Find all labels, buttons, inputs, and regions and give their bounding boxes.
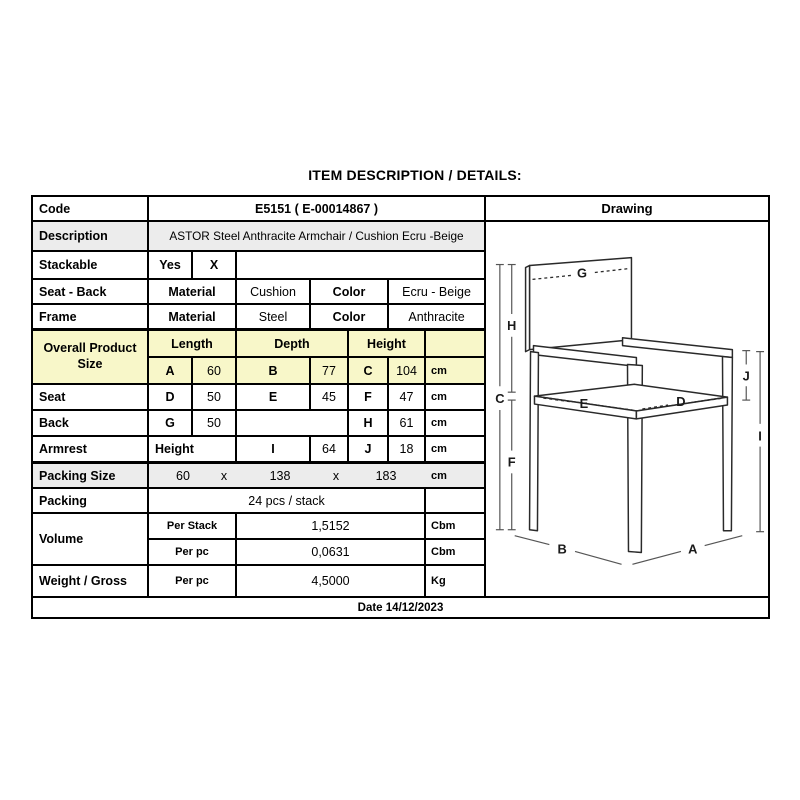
- seat-back-color-value: Ecru - Beige: [389, 280, 486, 305]
- weight-value: 4,5000: [237, 566, 426, 596]
- date-footer: Date 14/12/2023: [33, 596, 768, 617]
- seat-back-material-label: Material: [149, 280, 237, 305]
- frame-color-value: Anthracite: [389, 305, 486, 331]
- seat-f-value: 47: [389, 385, 426, 411]
- seat-e-value: 45: [311, 385, 349, 411]
- dim-label-f: F: [507, 454, 516, 470]
- frame-color-label: Color: [311, 305, 389, 331]
- dim-label-h: H: [507, 317, 517, 333]
- chair-front-right-leg: [722, 357, 732, 531]
- armrest-i-value: 64: [311, 437, 349, 464]
- chair-drawing: [486, 222, 768, 596]
- dim-label-g: G: [576, 265, 587, 281]
- back-h-key: H: [349, 411, 389, 437]
- weight-per-pc-label: Per pc: [149, 566, 237, 596]
- packing-size-value: [149, 464, 486, 489]
- seat-d-key: D: [149, 385, 193, 411]
- weight-unit: Kg: [426, 566, 486, 596]
- empty-cell: [237, 252, 486, 280]
- seat-back-label: Seat - Back: [33, 280, 149, 305]
- code-value: E5151 ( E-00014867 ): [149, 197, 486, 222]
- table-body: [33, 197, 768, 596]
- dim-label-c: C: [495, 391, 505, 407]
- frame-material-value: Steel: [237, 305, 311, 331]
- description-label: Description: [33, 222, 149, 252]
- frame-label: Frame: [33, 305, 149, 331]
- chair-left-armrest: [533, 346, 636, 367]
- packing-dim2: 138: [269, 468, 291, 483]
- volume-label: Volume: [33, 514, 149, 566]
- back-g-key: G: [149, 411, 193, 437]
- seat-f-key: F: [349, 385, 389, 411]
- seat-back-color-label: Color: [311, 280, 389, 305]
- drawing-header: Drawing: [486, 197, 768, 222]
- dim-line-a-right: [705, 536, 743, 546]
- armrest-unit: cm: [426, 437, 486, 464]
- dim-label-b: B: [557, 541, 567, 557]
- drawing-panel: [486, 197, 768, 596]
- chair-back-panel-edge: [526, 266, 530, 352]
- packing-size-label: Packing Size: [33, 464, 149, 489]
- packing-x2: x: [332, 468, 340, 483]
- dim-label-j: J: [742, 368, 750, 384]
- overall-a-key: A: [149, 358, 193, 385]
- overall-b-value: 77: [311, 358, 349, 385]
- size-header-depth: Depth: [237, 331, 349, 358]
- overall-c-key: C: [349, 358, 389, 385]
- packing-x1: x: [220, 468, 228, 483]
- armrest-row-label: Armrest: [33, 437, 149, 464]
- back-g-value: 50: [193, 411, 237, 437]
- drawing-area: [486, 222, 768, 596]
- stackable-yes-cell: Yes: [149, 252, 193, 280]
- armrest-j-value: 18: [389, 437, 426, 464]
- armrest-i-key: I: [237, 437, 311, 464]
- code-label: Code: [33, 197, 149, 222]
- dim-line-b-right: [575, 551, 622, 564]
- description-value: ASTOR Steel Anthracite Armchair / Cushion Ecru -Beige: [149, 222, 486, 252]
- overall-b-key: B: [237, 358, 311, 385]
- seat-unit: cm: [426, 385, 486, 411]
- stackable-label: Stackable: [33, 252, 149, 280]
- packing-unit: cm: [431, 469, 447, 482]
- volume-per-pc-value: 0,0631: [237, 540, 426, 566]
- dim-label-a: A: [688, 541, 698, 557]
- packing-dim3: 183: [375, 468, 397, 483]
- armrest-height-label: Height: [149, 437, 237, 464]
- dim-line-b-left: [515, 536, 550, 545]
- seat-back-material-value: Cushion: [237, 280, 311, 305]
- overall-unit: cm: [426, 358, 486, 385]
- chair-back-left-leg: [530, 352, 539, 531]
- seat-d-value: 50: [193, 385, 237, 411]
- details-panel: [33, 197, 486, 596]
- volume-per-stack-unit: Cbm: [426, 514, 486, 540]
- frame-material-label: Material: [149, 305, 237, 331]
- seat-row-label: Seat: [33, 385, 149, 411]
- spec-table: [31, 195, 770, 619]
- dim-label-e: E: [579, 396, 589, 412]
- empty-cell: [426, 489, 486, 514]
- volume-per-stack-label: Per Stack: [149, 514, 237, 540]
- packing-dim1: 60: [176, 468, 190, 483]
- stackable-mark-cell: X: [193, 252, 237, 280]
- volume-per-pc-unit: Cbm: [426, 540, 486, 566]
- seat-e-key: E: [237, 385, 311, 411]
- dim-label-d: D: [676, 394, 686, 410]
- armrest-j-key: J: [349, 437, 389, 464]
- packing-label: Packing: [33, 489, 149, 514]
- dim-line-a-left: [632, 551, 680, 564]
- back-row-label: Back: [33, 411, 149, 437]
- back-h-value: 61: [389, 411, 426, 437]
- empty-cell: [237, 411, 349, 437]
- volume-per-stack-value: 1,5152: [237, 514, 426, 540]
- dim-label-i: I: [758, 428, 762, 444]
- overall-a-value: 60: [193, 358, 237, 385]
- packing-value: 24 pcs / stack: [149, 489, 426, 514]
- size-header-height: Height: [349, 331, 426, 358]
- size-header-length: Length: [149, 331, 237, 358]
- chair-right-armrest: [623, 338, 733, 358]
- back-unit: cm: [426, 411, 486, 437]
- overall-size-label: Overall Product Size: [33, 331, 149, 385]
- weight-label: Weight / Gross: [33, 566, 149, 596]
- volume-per-pc-label: Per pc: [149, 540, 237, 566]
- overall-c-value: 104: [389, 358, 426, 385]
- empty-cell: [426, 331, 486, 358]
- page-title: ITEM DESCRIPTION / DETAILS:: [308, 167, 522, 183]
